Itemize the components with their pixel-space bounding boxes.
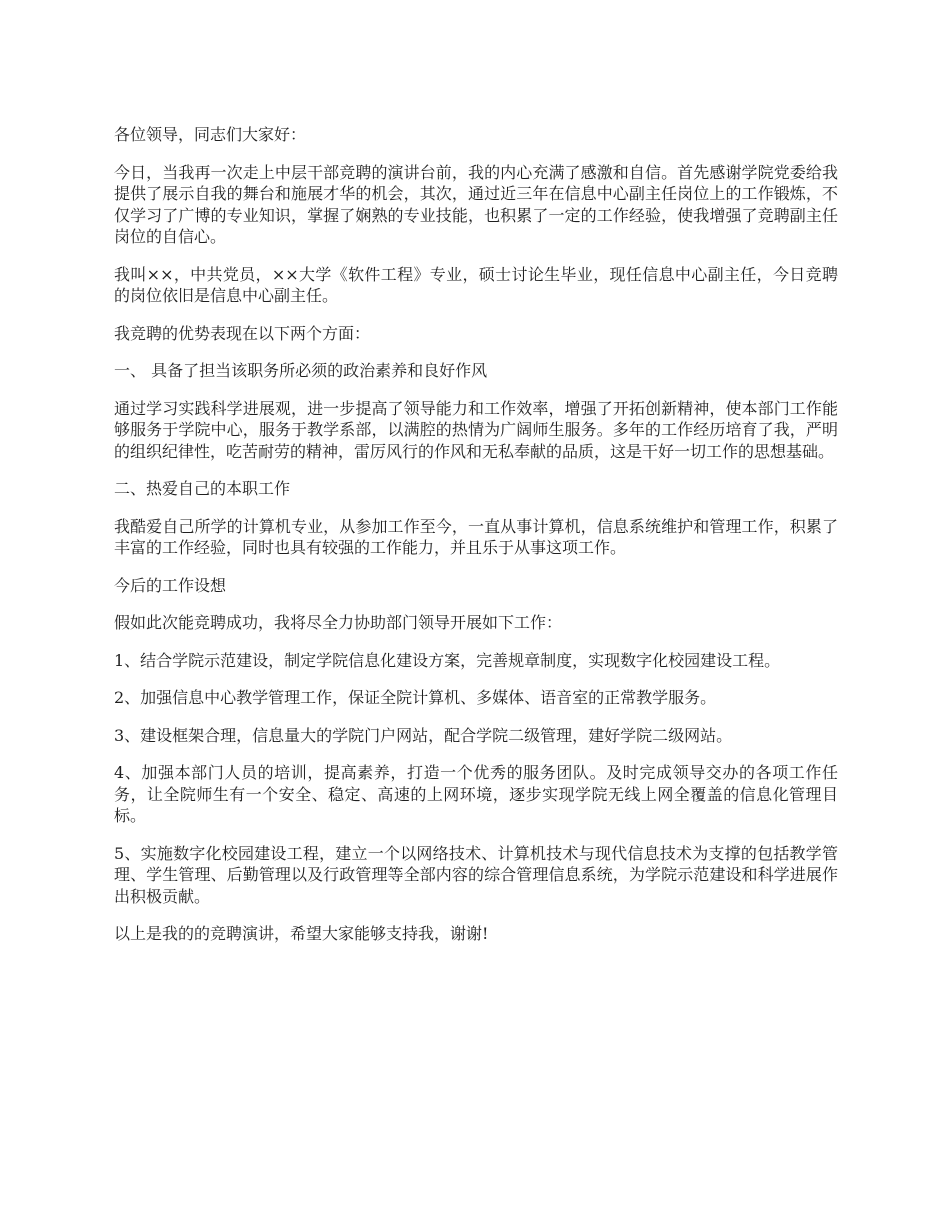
plan-item-2: 2、加强信息中心教学管理工作，保证全院计算机、多媒体、语音室的正常教学服务。 [114, 688, 717, 707]
document-page [114, 124, 838, 961]
self-introduction-paragraph: 我叫××，中共党员，××大学《软件工程》专业，硕士讨论生毕业，现任信息中心副主任，今日竞聘的岗位依旧是信息中心副主任。 [114, 264, 838, 305]
plan-item-3: 3、建设框架合理，信息量大的学院门户网站，配合学院二级管理，建好学院二级网站。 [114, 725, 733, 745]
advantage-one-heading: 一、 具备了担当该职务所必须的政治素养和良好作风 [114, 361, 488, 380]
intro-paragraph: 今日，当我再一次走上中层干部竞聘的演讲台前，我的内心充满了感激和自信。首先感谢学院党委给我提供了展示自我的舞台和施展才华的机会，其次，通过近三年在信息中心副主任岗位上的工作锻炼，不仅学习了广博的专业知识，掌握了娴熟的专业技能，也积累了一定的工作经验，使我增强了竞聘副主任岗位的自信心。 [114, 162, 838, 246]
greeting-paragraph: 各位领导，同志们大家好： [114, 125, 307, 144]
future-plans-heading: 今后的工作设想 [114, 575, 227, 595]
closing-paragraph: 以上是我的的竞聘演讲，希望大家能够支持我，谢谢! [114, 924, 489, 943]
advantage-one-paragraph: 通过学习实践科学进展观，进一步提高了领导能力和工作效率，增强了开拓创新精神，使本部门工作能够服务于学院中心，服务于教学系部，以满腔的热情为广阔师生服务。多年的工作经历培育了我，严明的组织纪律性，吃苦耐劳的精神，雷厉风行的作风和无私奉献的品质，这是干好一切工作的思想基础。 [114, 398, 838, 461]
advantage-two-paragraph: 我酷爱自己所学的计算机专业，从参加工作至今，一直从事计算机，信息系统维护和管理工作，积累了丰富的工作经验，同时也具有较强的工作能力，并且乐于从事这项工作。 [114, 516, 838, 557]
advantages-heading: 我竞聘的优势表现在以下两个方面： [114, 323, 371, 343]
plan-item-4: 4、加强本部门人员的培训，提高素养，打造一个优秀的服务团队。及时完成领导交办的各项工作任务，让全院师生有一个安全、稳定、高速的上网环境，逐步实现学院无线上网全覆盖的信息化管理目标。 [114, 763, 838, 825]
future-plans-intro: 假如此次能竞聘成功，我将尽全力协助部门领导开展如下工作： [114, 613, 563, 632]
advantage-two-heading: 二、热爱自己的本职工作 [114, 479, 291, 498]
plan-item-5: 5、实施数字化校园建设工程，建立一个以网络技术、计算机技术与现代信息技术为支撑的包括教学管理、学生管理、后勤管理以及行政管理等全部内容的综合管理信息系统，为学院示范建设和科学进展作出积极贡献。 [114, 843, 838, 906]
plan-item-1: 1、结合学院示范建设，制定学院信息化建设方案，完善规章制度，实现数字化校园建设工程。 [114, 650, 781, 670]
